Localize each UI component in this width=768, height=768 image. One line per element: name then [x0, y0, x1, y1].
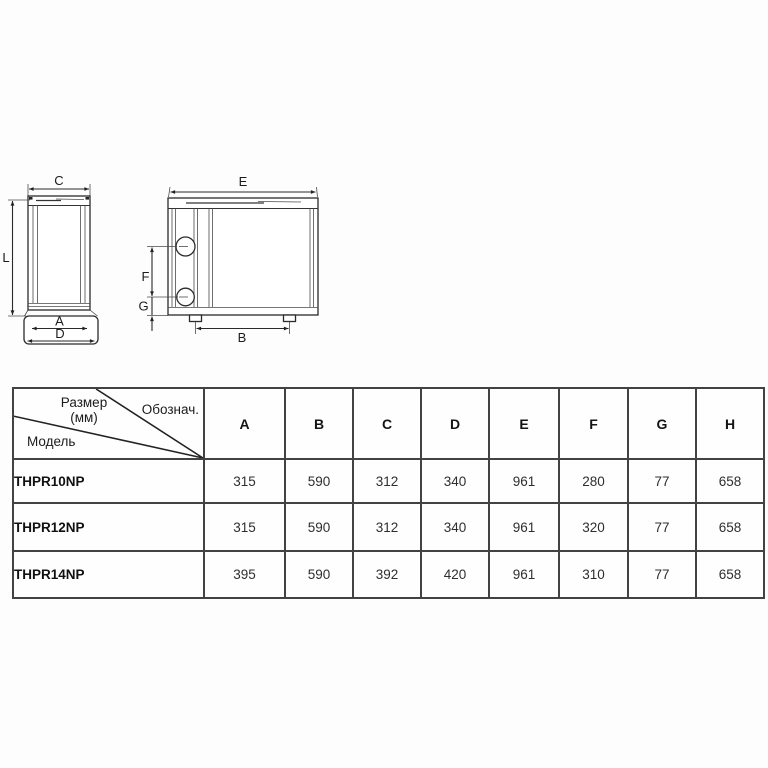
value-cell: 961	[489, 551, 559, 598]
value-cell: 315	[204, 503, 285, 551]
table-corner-cell	[13, 388, 204, 459]
value-cell: 77	[628, 551, 696, 598]
value-cell: 77	[628, 459, 696, 503]
value-cell: 658	[696, 459, 764, 503]
col-header-c: C	[353, 388, 421, 459]
dim-label-c: C	[54, 173, 64, 188]
front-view-drawing	[138, 174, 318, 345]
value-cell: 312	[353, 503, 421, 551]
value-cell: 310	[559, 551, 628, 598]
table-row	[13, 459, 764, 503]
col-header-e: E	[489, 388, 559, 459]
value-cell: 315	[204, 459, 285, 503]
dim-label-g: G	[138, 298, 149, 314]
table-row	[13, 503, 764, 551]
dimension-drawing	[0, 0, 768, 380]
corner-model-label: Модель	[27, 434, 76, 449]
dim-label-d: D	[55, 326, 65, 341]
col-header-g: G	[628, 388, 696, 459]
dimensions-table	[12, 387, 765, 599]
model-name: THPR12NP	[13, 503, 204, 551]
value-cell: 395	[204, 551, 285, 598]
value-cell: 340	[421, 459, 489, 503]
value-cell: 658	[696, 551, 764, 598]
col-header-a: A	[204, 388, 285, 459]
size-unit-text: (мм)	[70, 410, 98, 425]
dim-label-f: F	[141, 269, 150, 284]
table-row	[13, 551, 764, 598]
value-cell: 420	[421, 551, 489, 598]
model-name: THPR10NP	[13, 459, 204, 503]
dim-label-e: E	[238, 174, 248, 189]
value-cell: 590	[285, 503, 353, 551]
col-header-b: B	[285, 388, 353, 459]
value-cell: 320	[559, 503, 628, 551]
value-cell: 961	[489, 459, 559, 503]
col-header-d: D	[421, 388, 489, 459]
foot-right	[284, 315, 296, 322]
size-text: Размер	[60, 395, 108, 410]
side-view-drawing	[2, 173, 98, 344]
value-cell: 658	[696, 503, 764, 551]
model-name: THPR14NP	[13, 551, 204, 598]
dim-label-b: B	[237, 330, 247, 345]
value-cell: 312	[353, 459, 421, 503]
dim-label-l: L	[2, 250, 10, 265]
value-cell: 590	[285, 551, 353, 598]
header-row	[13, 388, 764, 459]
value-cell: 961	[489, 503, 559, 551]
corner-size-label	[42, 395, 126, 425]
value-cell: 340	[421, 503, 489, 551]
col-header-f: F	[559, 388, 628, 459]
foot-left	[190, 315, 202, 322]
corner-mark-left	[29, 197, 33, 200]
dim-label-a: A	[55, 313, 64, 329]
value-cell: 77	[628, 503, 696, 551]
value-cell: 392	[353, 551, 421, 598]
corner-mark-right	[86, 197, 90, 200]
value-cell: 280	[559, 459, 628, 503]
corner-designation-label: Обознач.	[141, 402, 199, 417]
value-cell: 590	[285, 459, 353, 503]
col-header-h: H	[696, 388, 764, 459]
